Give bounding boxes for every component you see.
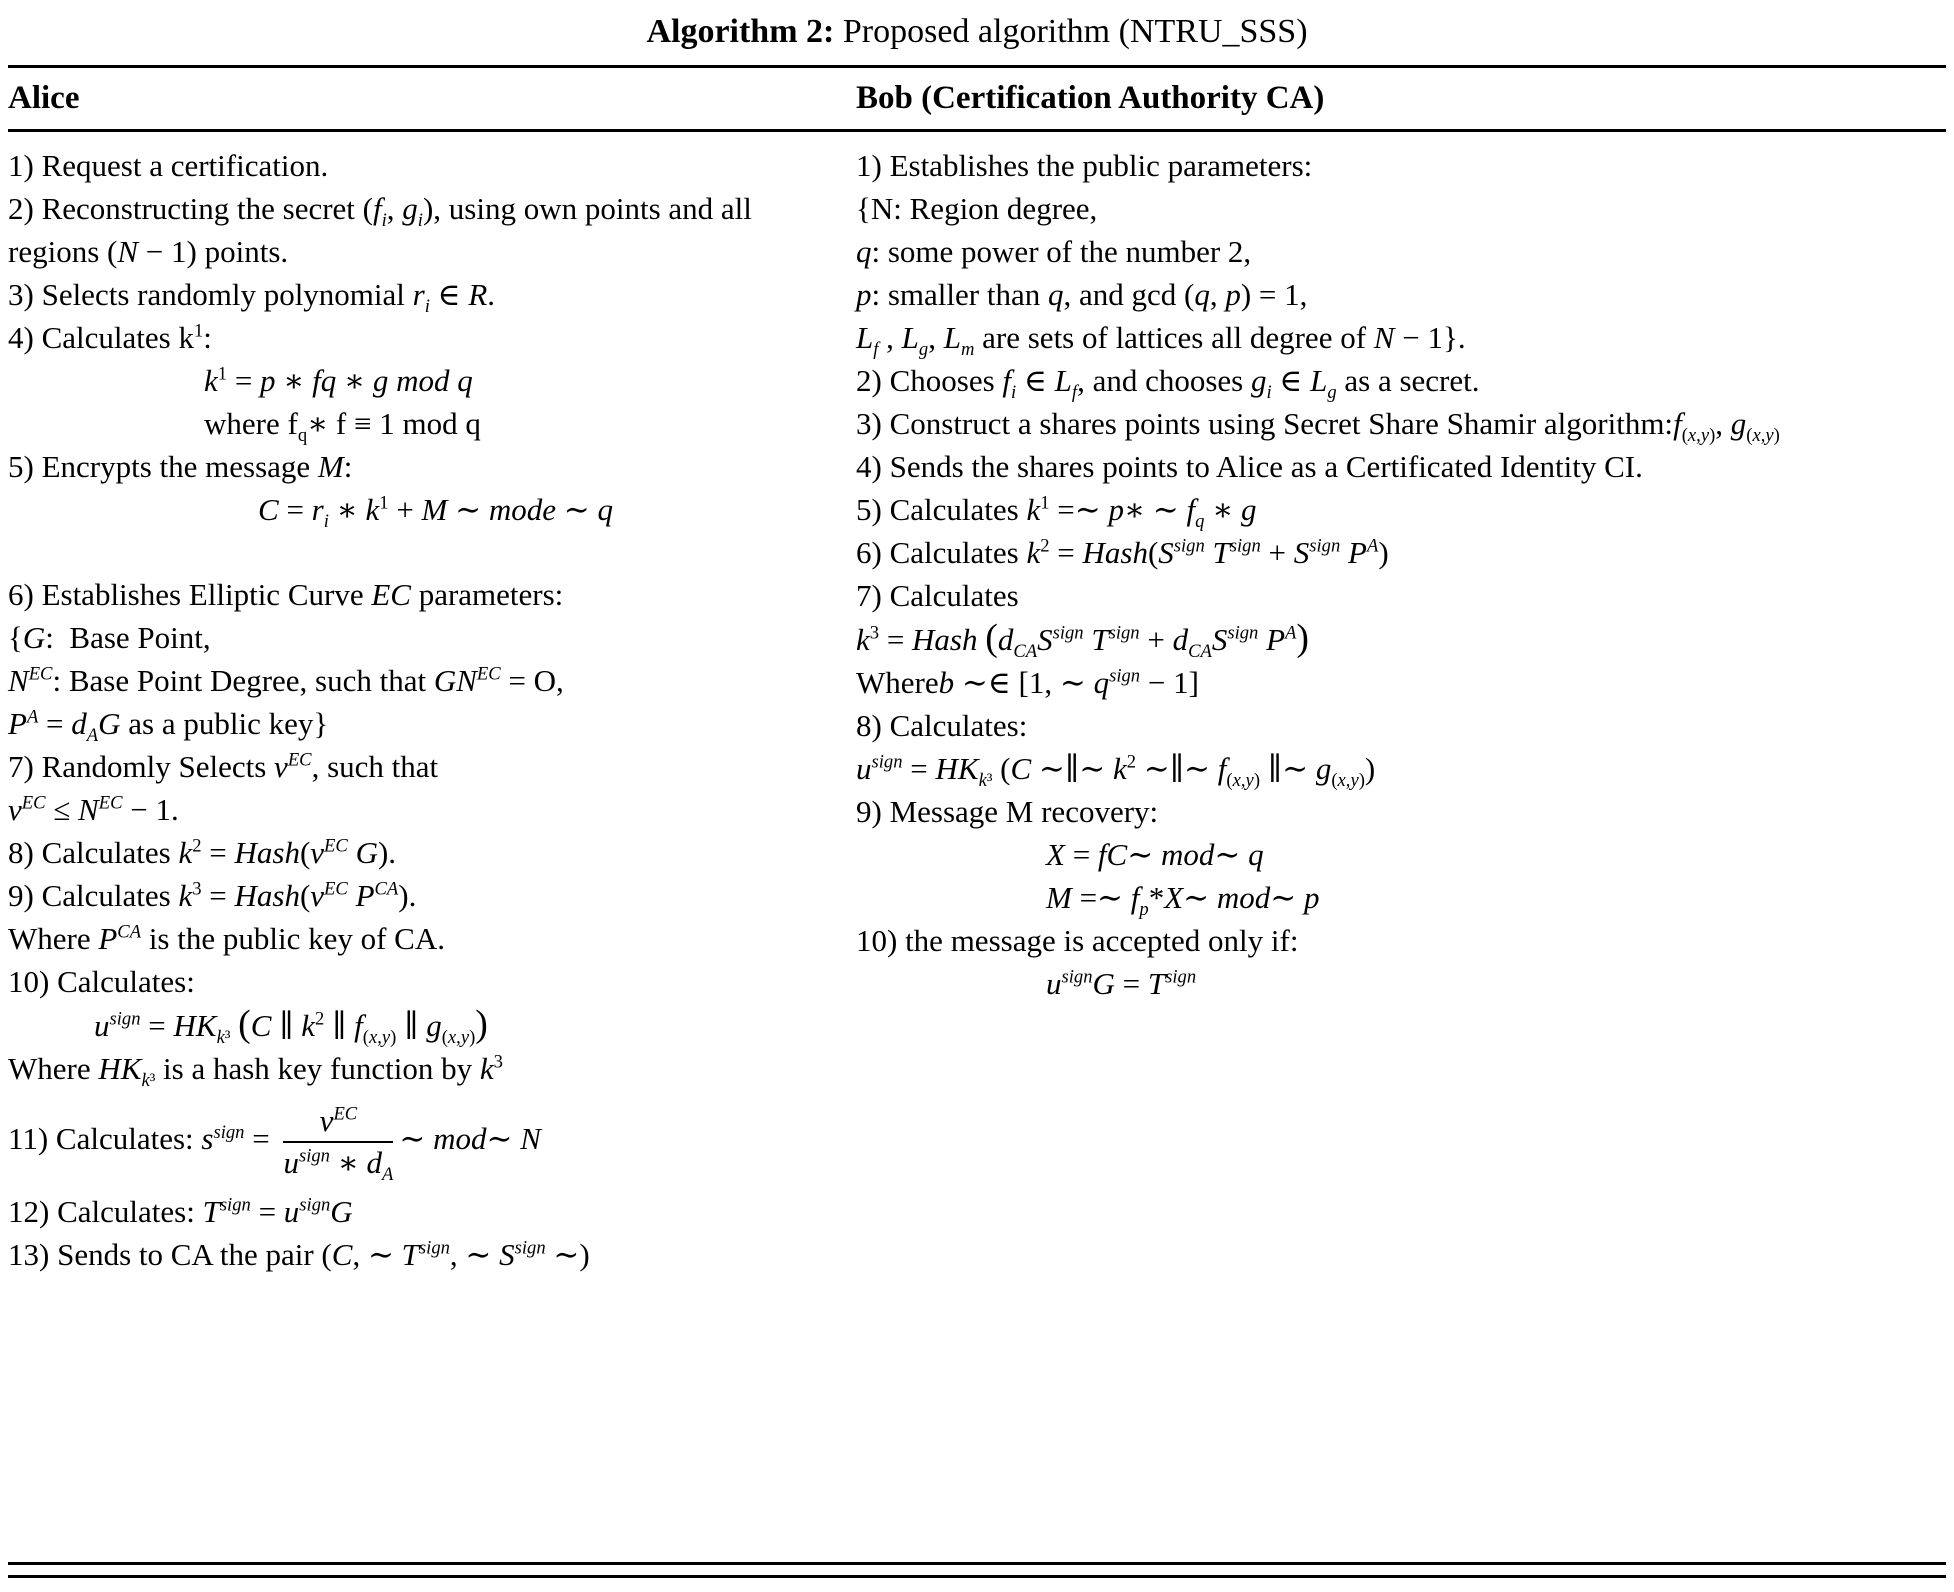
algorithm-line: 7) Randomly Selects $v^{EC}$, such that <box>8 748 439 784</box>
algorithm-line: X = fC∼ mod∼ q <box>1046 836 1264 872</box>
algorithm-line: p: smaller than q, and gcd (q, p) = 1, <box>856 276 1308 312</box>
algorithm-title-text: Proposed algorithm (NTRU_SSS) <box>834 13 1308 50</box>
algorithm-line: 5) Calculates $k^1$ =∼ p∗ ∼ $f_q$ ∗ g <box>856 491 1257 532</box>
algorithm-line: where $f_q∗$ f ≡ 1 mod q <box>204 405 481 446</box>
algorithm-line: 12) Calculates: $T^{sign} = u^{sign}G$ <box>8 1193 353 1229</box>
algorithm-line: 11) Calculates: $s^{sign}$ = $\frac{v^{EC}}{u^{sign} ∗ d_A}$ ∼ mod∼ N <box>8 1102 541 1186</box>
algorithm-line: $k^1 = p$ ∗ fq ∗ g mod q <box>204 362 473 398</box>
bottom-rule <box>8 1562 1946 1578</box>
algorithm-line: q: some power of the number 2, <box>856 233 1252 269</box>
algorithm-line: 2) Reconstructing the secret ($f_i$, $g_i$), using own points and all regions (N − 1) points. <box>8 190 752 269</box>
algorithm-line: 9) Message M recovery: <box>856 793 1159 829</box>
algorithm-line <box>8 531 838 573</box>
column-header-alice: Alice <box>8 79 80 116</box>
algorithm-line: $u^{sign} = HK_{k^3}$ (C ∼∥∼ $k^2$ ∼∥∼ $f_{(x,y)}$ ∥∼ $g_{(x,y)}$) <box>856 750 1376 791</box>
algorithm-line: Where $HK_{k^3}$ is a hash key function by $k^3$ <box>8 1050 503 1091</box>
algorithm-line: $L_f$ , $L_g$, $L_m$ are sets of lattices all degree of N − 1}. <box>856 319 1466 360</box>
algorithm-line: 7) Calculates <box>856 577 1019 613</box>
algorithm-line: 13) Sends to CA the pair (C, ∼ $T^{sign}$, ∼ $S^{sign}$ ∼) <box>8 1236 590 1272</box>
algorithm-line: 4) Calculates $k^1$: <box>8 319 212 355</box>
algorithm-line: 6) Establishes Elliptic Curve EC parameters: <box>8 576 564 612</box>
algorithm-line: 9) Calculates $k^3$ = $Hash(v^{EC}$ $P^{CA}$). <box>8 877 417 913</box>
algorithm-line: $P^A = d_AG$ as a public key} <box>8 705 329 746</box>
algorithm-line: 4) Sends the shares points to Alice as a Certificated Identity CI. <box>856 448 1643 484</box>
algorithm-line: {N: Region degree, <box>856 190 1098 226</box>
algorithm-line: 8) Calculates $k^2$ = $Hash(v^{EC}$ G). <box>8 834 397 870</box>
algorithm-line: 6) Calculates $k^2$ = $Hash(S^{sign}$ $T^{sign} + S^{sign}$ $P^A$) <box>856 534 1389 570</box>
algorithm-line: 10) Calculates: <box>8 963 195 999</box>
column-header-bob: Bob (Certification Authority CA) <box>856 79 1325 116</box>
algorithm-line: $u^{sign} = HK_{k^3}$ (C ∥ $k^2$ ∥ $f_{(x,y)}$ ∥ $g_{(x,y)}$) <box>94 1002 488 1048</box>
column-headers <box>8 68 1946 129</box>
algorithm-line: 3) Construct a shares points using Secret Share Shamir $algorithm:f_{(x,y)}$, $g_{(x,y)}$ <box>856 405 1780 446</box>
algorithm-line: {G: Base Point, <box>8 619 211 655</box>
algorithm-line: 2) Chooses $f_i$ ∈ $L_f$, and chooses $g_i$ ∈ $L_g$ as a secret. <box>856 362 1480 403</box>
algorithm-line: Where $P^{CA}$ is the public key of CA. <box>8 920 445 956</box>
algorithm-title-label: Algorithm 2: <box>646 13 835 50</box>
algorithm-line: Whereb ∼∈ [1, ∼ $q^{sign} - 1$] <box>856 664 1199 700</box>
algorithm-line: $N^{EC}$: Base Point Degree, such that $GN^{EC} = O$, <box>8 662 564 698</box>
bob-column <box>856 144 1946 1005</box>
algorithm-line: M =∼ $f_p*X\sim$ mod∼ p <box>1046 879 1320 920</box>
algorithm-line: $C = r_i$ ∗ $k^1 + M$ ∼ mode ∼ q <box>258 491 613 532</box>
algorithm-body <box>8 132 1946 1548</box>
algorithm-title <box>8 8 1946 65</box>
alice-column <box>8 144 856 1276</box>
algorithm-line: 10) the message is accepted only if: <box>856 922 1299 958</box>
algorithm-line: $v^{EC} \le N^{EC} - 1$. <box>8 791 179 827</box>
algorithm-line: 1) Request a certification. <box>8 147 329 183</box>
algorithm-line: 8) Calculates: <box>856 707 1028 743</box>
algorithm-line: 1) Establishes the public parameters: <box>856 147 1313 183</box>
algorithm-line: $k^3$ = Hash ($d_{CA}S^{sign}$ $T^{sign} + d_{CA}S^{sign}$ $P^A$) <box>856 616 1309 662</box>
algorithm-line: 5) Encrypts the message M: <box>8 448 353 484</box>
algorithm-line: $u^{sign}G = T^{sign}$ <box>1046 965 1197 1001</box>
algorithm-line: 3) Selects randomly polynomial $r_i$ ∈ R. <box>8 276 496 317</box>
